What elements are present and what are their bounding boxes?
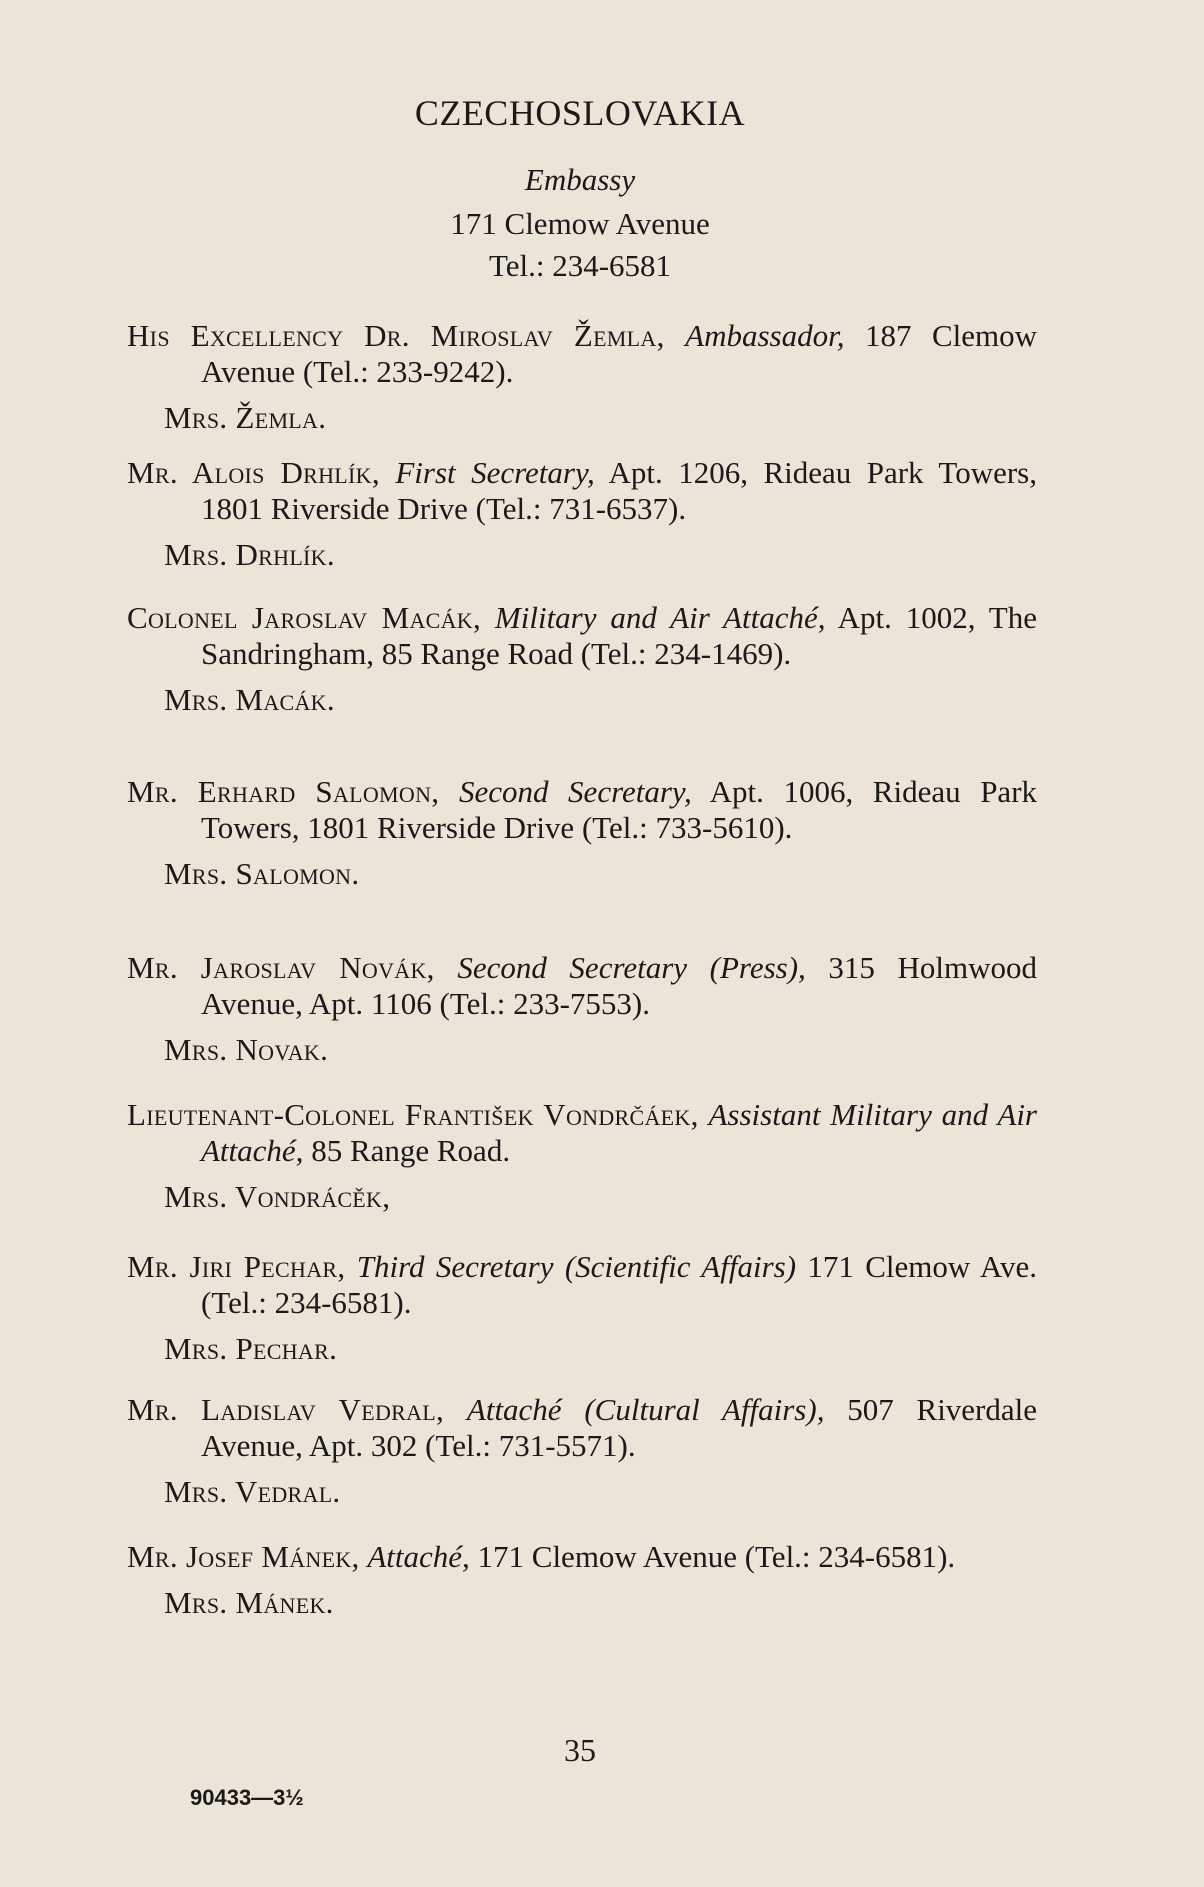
- spouse-name: Mrs. Vondrácěk,: [164, 1179, 391, 1214]
- diplomat-name: Mr. Josef Mánek,: [127, 1539, 360, 1574]
- diplomat-name: Mr. Jaroslav Novák,: [127, 950, 435, 985]
- diplomat-title: Second Secretary (Press),: [457, 950, 806, 985]
- diplomat-details: 315 Holmwood Avenue, Apt. 1106 (Tel.: 233-7553).: [201, 950, 1038, 1021]
- diplomat-name: Mr. Alois Drhlík,: [127, 455, 380, 490]
- diplomat-title: Military and Air Attaché,: [494, 600, 826, 635]
- diplomat-title: Assistant Military and Air Attaché,: [201, 1097, 1037, 1168]
- diplomat-name: Mr. Jiri Pechar,: [127, 1249, 346, 1284]
- spouse-name: Mrs. Mánek.: [164, 1585, 334, 1620]
- page-number: 35: [564, 1732, 596, 1768]
- diplomat-name: His Excellency Dr. Miroslav Žemla,: [127, 318, 665, 353]
- diplomat-title: Attaché,: [367, 1539, 470, 1574]
- spouse-name: Mrs. Drhlík.: [164, 537, 335, 572]
- diplomat-entry: [127, 1539, 1037, 1621]
- spouse-name: Mrs. Salomon.: [164, 856, 360, 891]
- diplomat-name: Mr. Erhard Salomon,: [127, 774, 440, 809]
- diplomat-title: Second Secretary,: [458, 774, 692, 809]
- diplomat-title: First Secretary,: [395, 455, 595, 490]
- diplomat-entry: [127, 318, 1037, 436]
- diplomat-details: 171 Clemow Avenue (Tel.: 234-6581).: [477, 1539, 956, 1574]
- spouse-name: Mrs. Vedral.: [164, 1474, 341, 1509]
- diplomat-entry: [127, 950, 1037, 1068]
- diplomat-entry: [127, 455, 1037, 573]
- diplomat-details: 85 Range Road.: [311, 1133, 511, 1168]
- spouse-name: Mrs. Macák.: [164, 682, 335, 717]
- diplomat-title: Third Secretary (Scientific Affairs): [356, 1249, 797, 1284]
- diplomat-details: 187 Clemow Avenue (Tel.: 233-9242).: [201, 318, 1037, 389]
- print-code: 90433—3½: [190, 1785, 304, 1810]
- diplomat-entry: [127, 600, 1037, 718]
- diplomat-details: Apt. 1002, The Sandringham, 85 Range Road (Tel.: 234-1469).: [201, 600, 1037, 671]
- diplomat-entry: [127, 1392, 1037, 1510]
- diplomat-details: Apt. 1006, Rideau Park Towers, 1801 Riverside Drive (Tel.: 733-5610).: [201, 774, 1038, 845]
- embassy-telephone: Tel.: 234-6581: [488, 248, 672, 283]
- diplomat-title: Ambassador,: [685, 318, 845, 353]
- spouse-name: Mrs. Novak.: [164, 1032, 329, 1067]
- diplomat-entry: [127, 774, 1037, 892]
- diplomat-details: 171 Clemow Ave. (Tel.: 234-6581).: [201, 1249, 1037, 1320]
- diplomat-entry: [127, 1249, 1037, 1367]
- diplomat-details: Apt. 1206, Rideau Park Towers, 1801 Riverside Drive (Tel.: 731-6537).: [201, 455, 1037, 526]
- diplomat-name: Colonel Jaroslav Macák,: [127, 600, 482, 635]
- spouse-name: Mrs. Žemla.: [164, 400, 327, 435]
- diplomat-details: 507 Riverdale Avenue, Apt. 302 (Tel.: 731-5571).: [201, 1392, 1038, 1463]
- diplomat-title: Attaché (Cultural Affairs),: [466, 1392, 825, 1427]
- embassy-address: 171 Clemow Avenue: [450, 206, 710, 241]
- office-label: Embassy: [524, 162, 636, 197]
- diplomat-entry: [127, 1097, 1037, 1215]
- diplomat-name: Lieutenant-Colonel František Vondrčáek,: [127, 1097, 699, 1132]
- country-heading: CZECHOSLOVAKIA: [414, 93, 746, 133]
- spouse-name: Mrs. Pechar.: [164, 1331, 338, 1366]
- diplomat-name: Mr. Ladislav Vedral,: [127, 1392, 445, 1427]
